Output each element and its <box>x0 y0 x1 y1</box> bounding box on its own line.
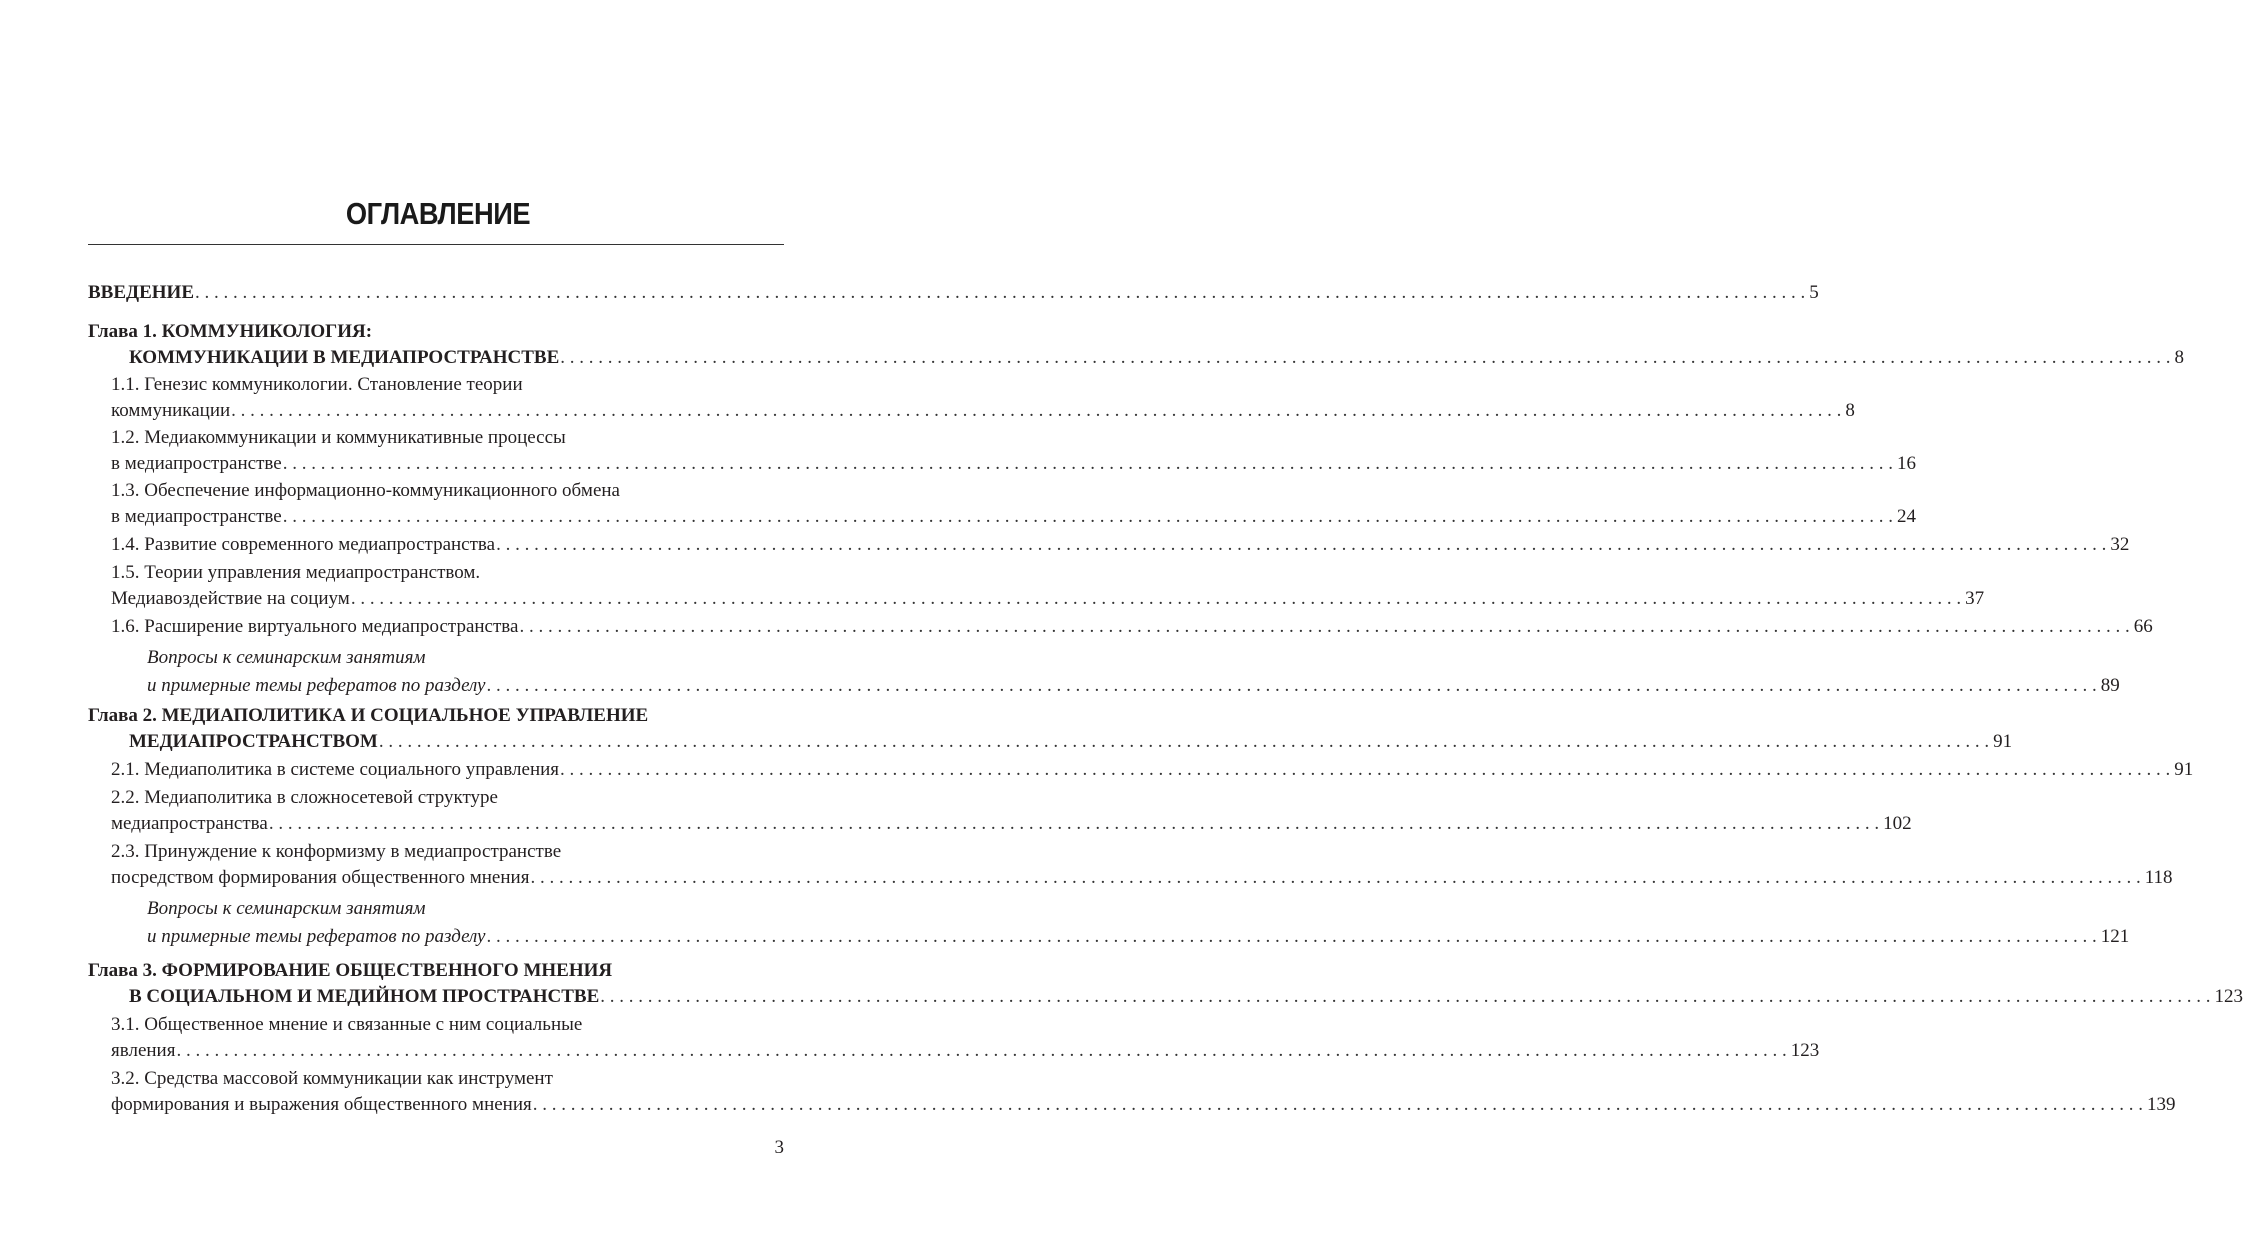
toc-page-number: 91 <box>1993 731 2013 752</box>
chapter-heading-line2: В СОЦИАЛЬНОМ И МЕДИЙНОМ ПРОСТРАНСТВЕ <box>129 986 600 1007</box>
toc-entry-label: ВВЕДЕНИЕ <box>88 282 194 303</box>
toc-entry-introduction[interactable] <box>88 280 1819 306</box>
toc-section-1-4[interactable] <box>88 532 2130 558</box>
toc-page-number: 37 <box>1965 588 1985 609</box>
toc-section-1-2[interactable] <box>88 425 1916 477</box>
toc-page-number: 24 <box>1896 506 1916 527</box>
title-divider <box>88 244 784 245</box>
toc-section-1-6[interactable] <box>88 614 2153 640</box>
dot-leader <box>496 532 2106 558</box>
dot-leader <box>231 398 1841 424</box>
chapter-heading-line2: КОММУНИКАЦИИ В МЕДИАПРОСТРАНСТВЕ <box>129 347 560 368</box>
dot-leader <box>283 504 1893 530</box>
toc-page-number: 32 <box>2110 534 2130 555</box>
dot-leader <box>176 1038 1786 1064</box>
section-title-line1: 2.3. Принуждение к конформизму в медиапространстве <box>111 841 562 862</box>
section-title-line1: 1.5. Теории управления медиапространством. <box>111 562 481 583</box>
toc-questions-chapter-1[interactable] <box>88 645 2120 699</box>
section-title-line2: коммуникации <box>111 400 231 421</box>
toc-chapter-1[interactable] <box>88 319 2185 371</box>
toc-questions-chapter-2[interactable] <box>88 896 2130 950</box>
chapter-heading-line1: Глава 2. МЕДИАПОЛИТИКА И СОЦИАЛЬНОЕ УПРАВЛЕНИЕ <box>88 705 649 726</box>
questions-line2: и примерные темы рефератов по разделу <box>147 926 486 947</box>
toc-page-number: 5 <box>1809 282 1819 303</box>
dot-leader <box>533 1092 2143 1118</box>
toc-page-number: 16 <box>1896 453 1916 474</box>
toc-section-1-3[interactable] <box>88 478 1916 530</box>
section-title-line2: Медиавоздействие на социум <box>111 588 350 609</box>
section-title-line2: явления <box>111 1040 176 1061</box>
section-title-line1: 1.1. Генезис коммуникологии. Становление теории <box>111 374 523 395</box>
toc-chapter-2[interactable] <box>88 703 2013 755</box>
page-title: ОГЛАВЛЕНИЕ <box>345 196 531 231</box>
chapter-heading-line1: Глава 3. ФОРМИРОВАНИЕ ОБЩЕСТВЕННОГО МНЕНИЯ <box>88 960 613 981</box>
chapter-heading-line2: МЕДИАПРОСТРАНСТВОМ <box>129 731 378 752</box>
toc-page-number: 139 <box>2147 1094 2176 1115</box>
questions-line1: Вопросы к семинарским занятиям <box>147 647 426 668</box>
toc-page-number: 123 <box>2214 986 2243 1007</box>
section-title-line1: 1.3. Обеспечение информационно-коммуникационного обмена <box>111 480 620 501</box>
page-number: 3 <box>774 1137 784 1158</box>
table-of-contents <box>88 280 2243 1118</box>
toc-page-number: 8 <box>2174 347 2185 368</box>
section-title-line2: формирования и выражения общественного мнения <box>111 1094 532 1115</box>
dot-leader <box>560 757 2170 783</box>
toc-section-1-1[interactable] <box>88 372 1855 424</box>
toc-section-2-3[interactable] <box>88 839 2173 891</box>
dot-leader <box>351 586 1961 612</box>
section-title-line1: 2.2. Медиаполитика в сложносетевой структуре <box>111 787 498 808</box>
toc-page-number: 118 <box>2144 867 2173 888</box>
questions-line1: Вопросы к семинарским занятиям <box>147 898 426 919</box>
toc-section-3-1[interactable] <box>88 1012 1820 1064</box>
section-title: 2.1. Медиаполитика в системе социального управления <box>111 759 560 780</box>
toc-page-number: 121 <box>2100 926 2130 947</box>
section-title-line1: 1.2. Медиакоммуникации и коммуникативные процессы <box>111 427 566 448</box>
toc-page-number: 8 <box>1845 400 1855 421</box>
section-title-line2: в медиапространстве <box>111 453 282 474</box>
dot-leader <box>600 984 2210 1010</box>
toc-chapter-3[interactable] <box>88 958 2243 1010</box>
toc-page-number: 89 <box>2100 675 2120 696</box>
toc-page-number: 123 <box>1790 1040 1820 1061</box>
section-title-line2: посредством формирования общественного мнения <box>111 867 530 888</box>
dot-leader <box>487 673 2097 699</box>
toc-section-3-2[interactable] <box>88 1066 2176 1118</box>
toc-page-number: 102 <box>1883 813 1912 834</box>
dot-leader <box>195 280 1805 306</box>
toc-section-2-2[interactable] <box>88 785 1912 837</box>
dot-leader <box>560 345 2170 371</box>
section-title-line2: медиапространства <box>111 813 268 834</box>
dot-leader <box>519 614 2129 640</box>
dot-leader <box>269 811 1879 837</box>
toc-page-number: 66 <box>2133 616 2153 637</box>
dot-leader <box>530 865 2140 891</box>
dot-leader <box>283 451 1893 477</box>
toc-page-number: 91 <box>2174 759 2194 780</box>
section-title-line1: 3.1. Общественное мнение и связанные с ним социальные <box>111 1014 583 1035</box>
questions-line2: и примерные темы рефератов по разделу <box>147 675 486 696</box>
chapter-heading-line1: Глава 1. КОММУНИКОЛОГИЯ: <box>88 321 373 342</box>
dot-leader <box>487 924 2097 950</box>
section-title-line2: в медиапространстве <box>111 506 282 527</box>
toc-section-1-5[interactable] <box>88 560 1985 612</box>
dot-leader <box>379 729 1989 755</box>
toc-section-2-1[interactable] <box>88 757 2194 783</box>
section-title-line1: 3.2. Средства массовой коммуникации как инструмент <box>111 1068 553 1089</box>
section-title: 1.4. Развитие современного медиапространства <box>111 534 496 555</box>
section-title: 1.6. Расширение виртуального медиапространства <box>111 616 519 637</box>
